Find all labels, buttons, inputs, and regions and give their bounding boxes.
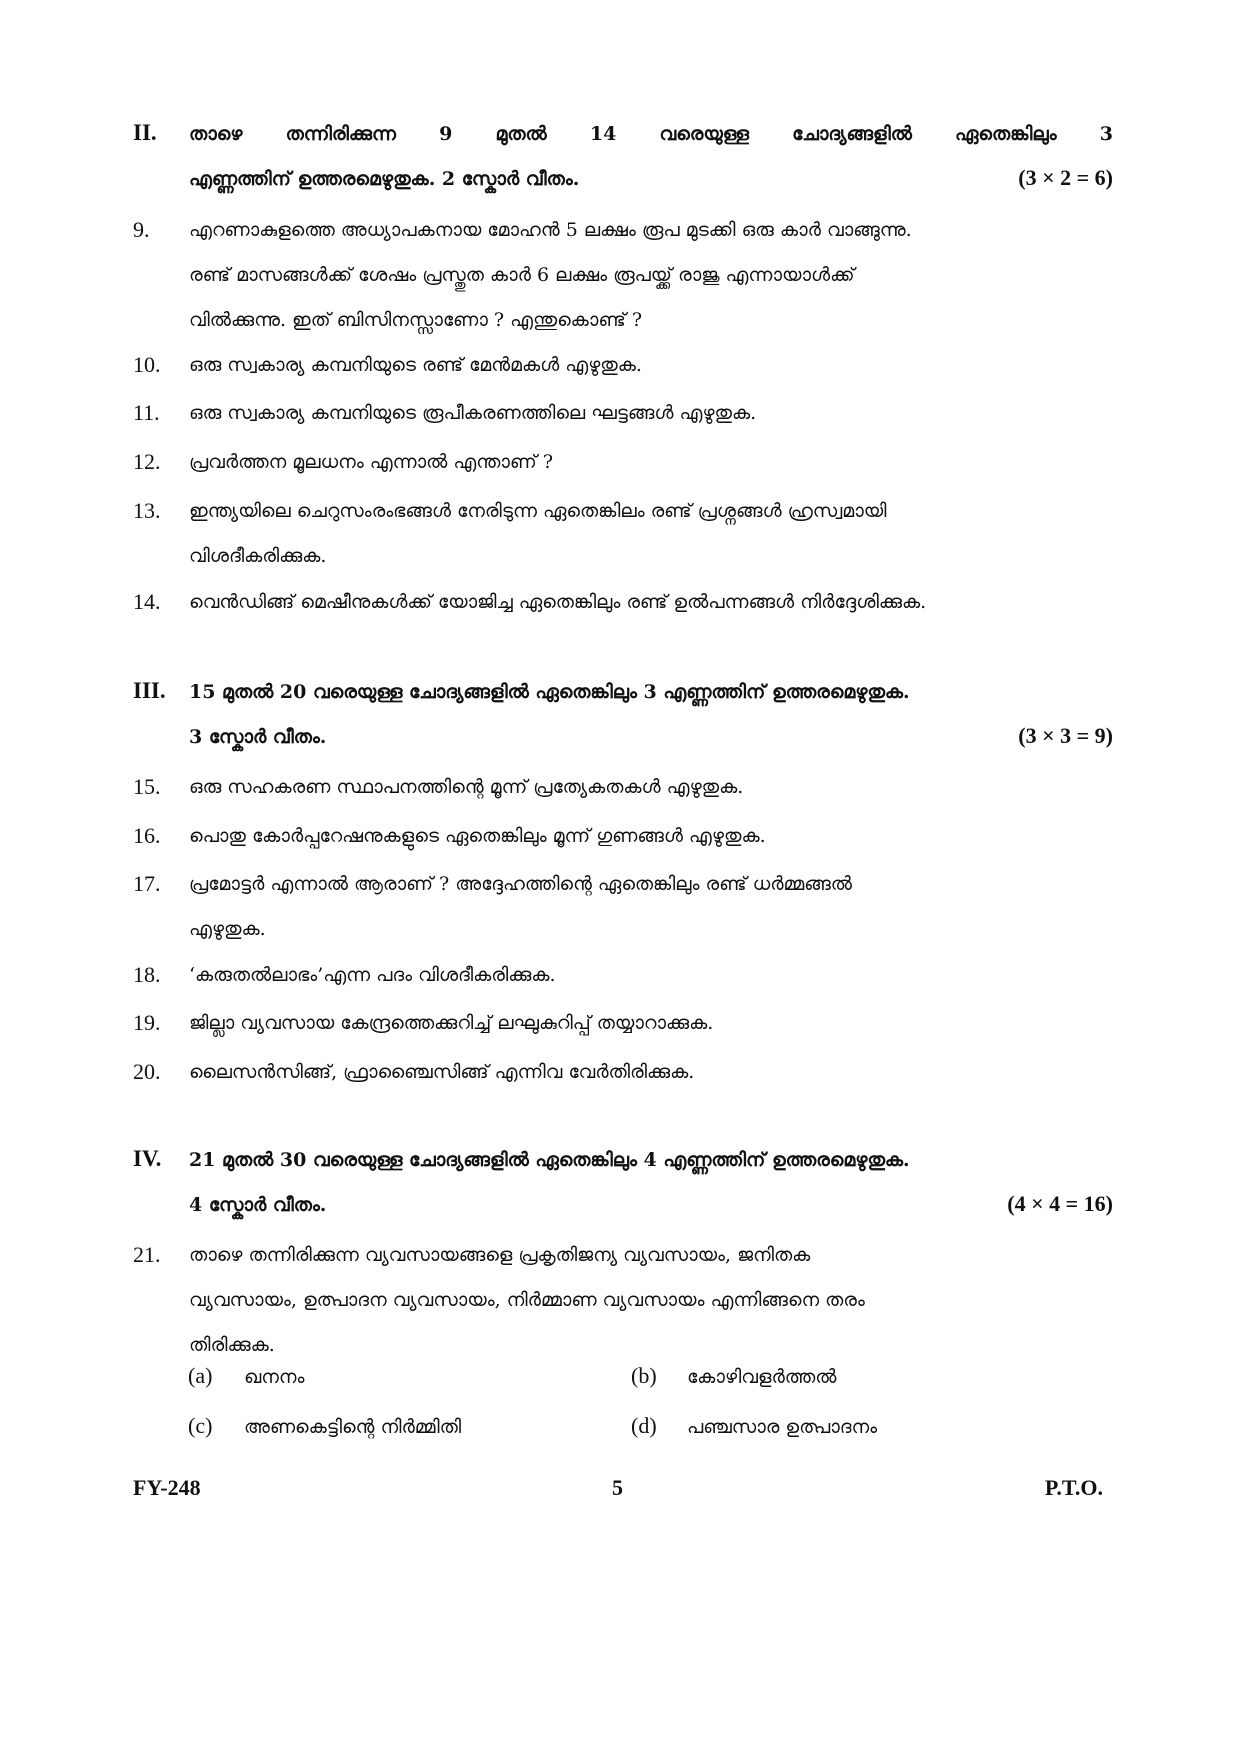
section-instruction-line: 15 മുതൽ 20 വരെയുള്ള ചോദ്യങ്ങളിൽ ഏതെങ്കിലും 3 എണ്ണത്തിന് ഉത്തരമെഴുതുക. (189, 681, 910, 703)
option-text: ഖനനം (244, 1366, 305, 1388)
question-line: ജില്ലാ വ്യവസായ കേന്ദ്രത്തെക്കുറിച്ച് ലഘുകുറിപ്പ് തയ്യാറാക്കുക. (189, 1012, 714, 1034)
section-instruction (189, 670, 1113, 760)
pto-label: P.T.O. (1044, 1475, 1103, 1500)
question-number: 21. (133, 1242, 161, 1267)
question-line: പ്രവർത്തന മൂലധനം എന്നാൽ എന്താണ് ? (189, 451, 554, 473)
option-label: (c) (188, 1413, 213, 1438)
question-9 (133, 208, 1113, 343)
option-text: അണകെട്ടിന്റെ നിർമ്മിതി (244, 1416, 462, 1438)
question-17 (133, 862, 1113, 952)
question-12 (133, 440, 1113, 485)
section-ii-header (133, 112, 1113, 202)
question-text (189, 1001, 1113, 1046)
question-text (189, 1050, 1113, 1095)
question-number: 20. (133, 1059, 161, 1084)
question-line: ‘കരുതൽലാഭം’എന്ന പദം വിശദീകരിക്കുക. (189, 964, 556, 986)
question-number: 12. (133, 449, 161, 474)
section-instruction-line: 4 സ്കോർ വീതം. (189, 1194, 327, 1216)
question-line: ഒരു സഹകരണ സ്ഥാപനത്തിന്റെ മൂന്ന് പ്രത്യേകതകൾ എഴുതുക. (189, 776, 744, 798)
section-instruction (189, 1138, 1113, 1228)
question-14 (133, 580, 1113, 625)
question-10 (133, 343, 1113, 388)
question-text (189, 343, 1113, 388)
question-20 (133, 1050, 1113, 1095)
question-number: 13. (133, 498, 161, 523)
section-marks: (4 × 4 = 16) (1007, 1191, 1113, 1216)
option-d (631, 1413, 877, 1439)
question-number: 16. (133, 823, 161, 848)
section-iii-header (133, 670, 1113, 760)
section-iv-header (133, 1138, 1113, 1228)
question-18 (133, 953, 1113, 998)
section-instruction (189, 112, 1113, 202)
question-number: 17. (133, 871, 161, 896)
question-number: 14. (133, 589, 161, 614)
question-number: 10. (133, 352, 161, 377)
option-b (631, 1363, 836, 1389)
question-line: എറണാകുളത്തെ അധ്യാപകനായ മോഹൻ 5 ലക്ഷം രൂപ മുടക്കി ഒരു കാർ വാങ്ങുന്നു. (189, 219, 912, 241)
option-label: (a) (188, 1363, 213, 1388)
section-instruction-line: 21 മുതൽ 30 വരെയുള്ള ചോദ്യങ്ങളിൽ ഏതെങ്കിലും 4 എണ്ണത്തിന് ഉത്തരമെഴുതുക. (189, 1149, 910, 1171)
question-text (189, 765, 1113, 810)
option-label: (d) (631, 1413, 657, 1438)
option-text: കോഴിവളർത്തൽ (687, 1366, 837, 1388)
question-line: പൊതു കോർപ്പറേഷനുകളുടെ ഏതെങ്കിലും മൂന്ന് ഗുണങ്ങൾ എഴുതുക. (189, 825, 766, 847)
option-label: (b) (631, 1363, 657, 1388)
question-16 (133, 814, 1113, 859)
question-line: വ്യവസായം, ഉത്പാദന വ്യവസായം, നിർമ്മാണ വ്യവസായം എന്നിങ്ങനെ തരം (189, 1289, 865, 1311)
question-number: 15. (133, 774, 161, 799)
question-line: പ്രമോട്ടർ എന്നാൽ ആരാണ് ? അദ്ദേഹത്തിന്റെ ഏതെങ്കിലും രണ്ട് ധർമ്മങ്ങൽ (189, 873, 852, 895)
question-13 (133, 489, 1113, 579)
question-21 (133, 1233, 1113, 1368)
paper-code: FY-248 (133, 1475, 201, 1500)
question-line: ഒരു സ്വകാര്യ കമ്പനിയുടെ രൂപീകരണത്തിലെ ഘട്ടങ്ങൾ എഴുതുക. (189, 402, 757, 424)
question-15 (133, 765, 1113, 810)
section-instruction-line: 3 സ്കോർ വീതം. (189, 726, 327, 748)
question-text (189, 814, 1113, 859)
question-line: ഒരു സ്വകാര്യ കമ്പനിയുടെ രണ്ട് മേൻമകൾ എഴുതുക. (189, 354, 642, 376)
section-number: II. (133, 120, 157, 145)
question-line: താഴെ തന്നിരിക്കുന്ന വ്യവസായങ്ങളെ പ്രകൃതിജന്യ വ്യവസായം, ജനിതക (189, 1244, 811, 1266)
section-marks: (3 × 2 = 6) (1018, 165, 1113, 190)
option-text: പഞ്ചസാര ഉത്പാദനം (687, 1416, 878, 1438)
question-11 (133, 391, 1113, 436)
question-text (189, 208, 1113, 343)
question-number: 18. (133, 962, 161, 987)
question-line: വെൻഡിങ്ങ് മെഷീനുകൾക്ക് യോജിച്ച ഏതെങ്കിലും രണ്ട് ഉൽപന്നങ്ങൾ നിർദ്ദേശിക്കുക. (189, 591, 927, 613)
section-marks: (3 × 3 = 9) (1018, 723, 1113, 748)
question-line: എഴുതുക. (189, 918, 266, 940)
question-number: 9. (133, 217, 150, 242)
page-number: 5 (612, 1475, 623, 1500)
question-text (189, 391, 1113, 436)
question-line: തിരിക്കുക. (189, 1334, 275, 1356)
question-text (189, 440, 1113, 485)
question-text (189, 1233, 1113, 1368)
question-number: 19. (133, 1010, 161, 1035)
question-text (189, 489, 1113, 579)
question-line: വിശദീകരിക്കുക. (189, 545, 327, 567)
question-line: ലൈസൻസിങ്ങ്, ഫ്രാഞ്ചൈസിങ്ങ് എന്നിവ വേർതിരിക്കുക. (189, 1061, 695, 1083)
question-19 (133, 1001, 1113, 1046)
question-line: ഇന്ത്യയിലെ ചെറുസംരംഭങ്ങൾ നേരിടുന്ന ഏതെങ്കിലം രണ്ട് പ്രശ്നങ്ങൾ ഹ്രസ്വമായി (189, 500, 887, 522)
question-text (189, 953, 1113, 998)
section-number: IV. (133, 1146, 162, 1171)
section-instruction-line: താഴെ തന്നിരിക്കുന്ന 9 മുതൽ 14 വരെയുള്ള ചോദ്യങ്ങളിൽ ഏതെങ്കിലും 3 (189, 123, 1113, 145)
section-number: III. (133, 678, 166, 703)
question-text (189, 580, 1113, 625)
question-number: 11. (133, 400, 160, 425)
question-text (189, 862, 1113, 952)
section-instruction-line: എണ്ണത്തിന് ഉത്തരമെഴുതുക. 2 സ്കോർ വീതം. (189, 168, 580, 190)
question-line: രണ്ട് മാസങ്ങൾക്ക് ശേഷം പ്രസ്തുത കാർ 6 ലക്ഷം രൂപയ്ക്ക് രാജു എന്നായാൾക്ക് (189, 264, 855, 286)
option-a (188, 1363, 305, 1389)
question-line: വിൽക്കുന്നു. ഇത് ബിസിനസ്സാണോ ? എന്തുകൊണ്ട് ? (189, 309, 643, 331)
option-c (188, 1413, 461, 1439)
